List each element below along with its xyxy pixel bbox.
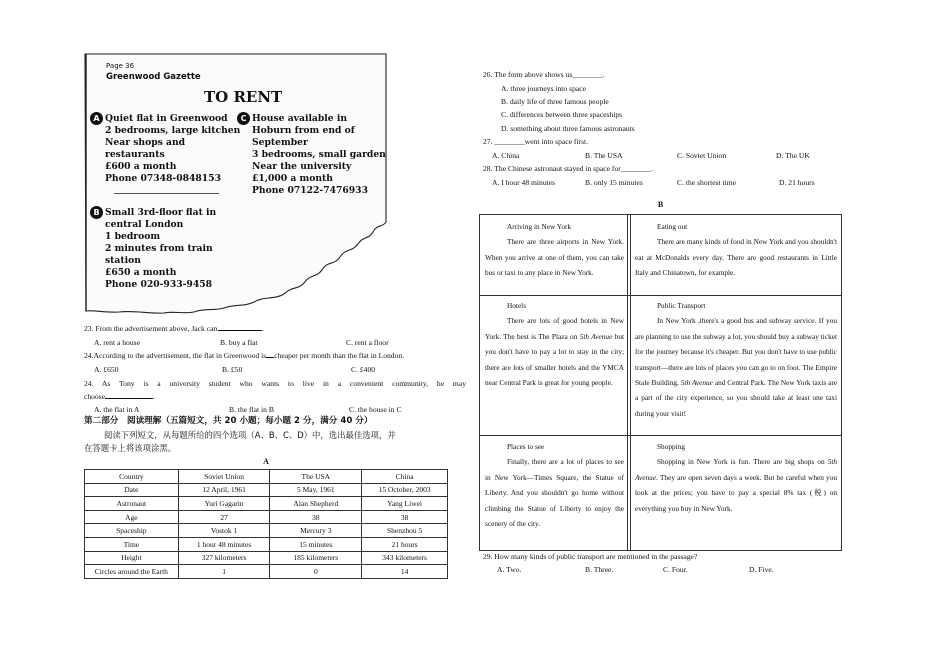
table-row	[85, 551, 448, 565]
table-cell: The USA	[270, 470, 362, 484]
listing-b-line: 1 bedroom	[105, 231, 161, 242]
question-24a-text: 24.According to the advertisement, the flat in Greenwood is	[84, 351, 267, 360]
hotels-avenue: 5th Avenue	[579, 331, 613, 341]
q24b-option-c: C. the house in C	[349, 405, 402, 414]
table-cell: Yuri Gagarin	[178, 497, 270, 511]
table-row	[85, 537, 448, 551]
eating-title: Eating out	[657, 222, 688, 231]
table-row-label: Spaceship	[85, 524, 179, 538]
grid-divider	[480, 435, 841, 436]
astronaut-table	[84, 469, 448, 579]
question-24b-text: choose	[84, 392, 106, 401]
table-cell: Shenzhou 5	[362, 524, 448, 538]
shopping-title: Shopping	[657, 442, 685, 451]
transport-title: Public Transport	[657, 301, 706, 310]
transport-text-part: and Central Park. The New York taxis are a part of the city experience, so you should take at least one taxi during your visit!	[635, 378, 838, 418]
table-cell: 15 October, 2003	[362, 483, 448, 497]
arriving-title: Arriving in New York	[507, 222, 572, 231]
question-24a	[84, 350, 404, 361]
places-section	[485, 439, 624, 531]
table-cell: 0	[270, 565, 362, 579]
transport-section	[635, 298, 837, 421]
listing-c-phone: Phone 07122-7476933	[252, 185, 368, 196]
listing-b-badge: B	[90, 206, 103, 219]
q29-option-a: A. Two.	[497, 565, 522, 574]
arriving-section	[485, 219, 624, 281]
table-row	[85, 483, 448, 497]
table-cell: 14	[362, 565, 448, 579]
table-row	[85, 510, 448, 524]
q23-option-c: C. rent a floor	[346, 338, 389, 347]
listing-a-line: 2 bedrooms, large kitchen	[105, 125, 241, 136]
table-cell: 1 hour 48 minutes	[178, 537, 270, 551]
question-24b-line1: 24. As Tony is a university student who wants to live in a convenient community, he may	[84, 379, 466, 388]
grid-divider	[630, 215, 631, 550]
places-text: Finally, there are a lot of places to see in New York—Times Square, the Statue of Liberty. And you shouldn't go home without climbing the Statue of Liberty to enjoy the scenery of the city.	[485, 457, 624, 529]
hotels-section	[485, 298, 624, 390]
listing-c-line: Hoburn from end of	[252, 125, 355, 136]
passage-b-heading: B	[657, 200, 664, 209]
transport-avenue: 5th Avenue	[680, 378, 713, 388]
table-row	[85, 524, 448, 538]
question-28: 28. The Chinese astronaut stayed in space for________.	[483, 164, 654, 173]
q29-option-d: D. Five.	[749, 565, 774, 574]
q23-option-b: B. buy a flat	[220, 338, 258, 347]
q29-option-c: C. Four.	[663, 565, 688, 574]
q28-option-b: B. only 15 minutes	[585, 178, 643, 187]
table-row-label: Date	[85, 483, 179, 497]
listing-c-line: 3 bedrooms, small garden	[252, 149, 386, 160]
shopping-text-part: Shopping in New York is fun. There are big shops on	[657, 457, 825, 467]
q24a-option-b: B. £50	[222, 365, 243, 374]
answer-blank	[218, 330, 262, 331]
q26-option-b: B. daily life of three famous people	[501, 97, 609, 106]
hotels-text-part: There are lots of good hotels in New York. The best is The Plaza on	[485, 316, 624, 341]
ad-title: TO RENT	[204, 88, 283, 106]
table-cell: 343 kilometers	[362, 551, 448, 565]
listing-c-line: September	[252, 137, 308, 148]
table-cell: Soviet Union	[178, 470, 270, 484]
question-27: 27. ________went into space first.	[483, 137, 589, 146]
table-row	[85, 565, 448, 579]
table-cell: China	[362, 470, 448, 484]
table-row	[85, 470, 448, 484]
table-row-label: Circles around the Earth	[85, 565, 179, 579]
instructions-line2: 在答题卡上将该项涂黑。	[84, 443, 177, 453]
q28-option-c: C. the shortest time	[677, 178, 737, 187]
q24b-option-b: B. the flat in B	[229, 405, 274, 414]
q29-option-b: B. Three.	[585, 565, 614, 574]
table-cell: 5 May, 1961	[270, 483, 362, 497]
q26-option-a: A. three journeys into space	[501, 84, 586, 93]
hotels-text-part: but you don't have to pay a lot to stay in the city; there are lots of smaller hotels and the YMCA near Central Park is great for young people.	[485, 331, 625, 388]
instructions-line1: 阅读下列短文，从每题所给的四个选项（A、B、C、D）中，选出最佳选项，并	[104, 430, 396, 440]
listing-a-price: £600 a month	[105, 161, 177, 172]
table-cell: 15 minutes	[270, 537, 362, 551]
question-29: 29. How many kinds of public transport are mentioned in the passage?	[483, 552, 698, 561]
transport-text	[635, 313, 837, 421]
new-york-guide-grid	[479, 214, 842, 551]
section-heading: 第二部分 阅读理解（五篇短文，共 20 小题；每小题 2 分，满分 40 分）	[84, 416, 373, 426]
listing-a-badge: A	[90, 112, 103, 125]
listing-divider	[114, 193, 219, 194]
table-cell: 12 April, 1961	[178, 483, 270, 497]
listing-c-price: £1,000 a month	[252, 173, 333, 184]
grid-divider	[480, 295, 841, 296]
arriving-text: There are three airports in New York. When you arrive at one of them, you can take bus or taxi to any place in New York.	[485, 237, 624, 278]
listing-c-line: Near the university	[252, 161, 352, 172]
table-cell: 27	[178, 510, 270, 524]
listing-a	[90, 112, 240, 185]
table-row	[85, 497, 448, 511]
q24a-option-c: C. £400	[351, 365, 376, 374]
table-cell: 21 hours	[362, 537, 448, 551]
table-row-label: Country	[85, 470, 179, 484]
listing-c	[237, 112, 386, 197]
q26-option-c: C. differences between three spaceships	[501, 110, 623, 119]
table-row-label: Astronaut	[85, 497, 179, 511]
table-cell: Yang Liwei	[362, 497, 448, 511]
table-cell: 1	[178, 565, 270, 579]
listing-b-line: station	[105, 255, 141, 266]
ad-newspaper-name: Greenwood Gazette	[106, 72, 201, 82]
listing-a-line: Quiet flat in Greenwood	[105, 113, 228, 124]
ad-page-number: Page 36	[106, 62, 135, 70]
table-cell: 38	[362, 510, 448, 524]
table-cell: 185 kilometers	[270, 551, 362, 565]
q24a-option-a: A. £650	[94, 365, 119, 374]
table-cell: Alan Shepherd	[270, 497, 362, 511]
table-row-label: Time	[85, 537, 179, 551]
question-23-text: 23. From the advertisement above, Jack can	[84, 324, 218, 333]
passage-a-heading: A	[263, 457, 269, 466]
q28-option-d: D. 21 hours	[779, 178, 815, 187]
eating-section	[635, 219, 837, 281]
listing-a-phone: Phone 07348-0848153	[105, 173, 221, 184]
q23-option-a: A. rent a house	[94, 338, 140, 347]
table-cell: 38	[270, 510, 362, 524]
shopping-text	[635, 454, 837, 516]
listing-b-price: £650 a month	[105, 267, 177, 278]
hotels-title: Hotels	[507, 301, 527, 310]
q24b-option-a: A. the flat in A	[94, 405, 140, 414]
table-cell: 327 kilometers	[178, 551, 270, 565]
question-24a-text-end: cheaper per month than the flat in London.	[274, 351, 405, 360]
listing-c-badge: C	[237, 112, 250, 125]
eating-text: There are many kinds of food in New York and you shouldn't eat at McDonalds every day. There are good restaurants in Little Italy and Chinatown, for example.	[635, 237, 837, 278]
table-cell: Mercury 3	[270, 524, 362, 538]
listing-b	[90, 206, 216, 291]
q27-option-b: B. The USA	[585, 151, 623, 160]
q28-option-a: A. I hour 48 minutes	[492, 178, 556, 187]
question-26: 26. The form above shows us________.	[483, 70, 605, 79]
shopping-text-part: They are open seven days a week. But be careful when you look at the prices; you have to pay a special 8% tax (税) on everything you buy in New York.	[635, 472, 837, 513]
listing-b-line: 2 minutes from train	[105, 243, 213, 254]
listing-b-phone: Phone 020-933-9458	[105, 279, 212, 290]
places-title: Places to see	[507, 442, 545, 451]
question-23: 23. From the advertisement above, Jack can .	[84, 324, 265, 333]
answer-blank	[105, 398, 153, 399]
transport-text-part: In New York ,there's a good bus and subway service. If you are planning to use the subway a lot, you should buy a subway ticket for the journey because it's cheaper. But you don't have to use public transport—there are lots of places you can go to on foot. The Empire Stale Building,	[635, 316, 837, 388]
listing-a-line: Near shops and	[105, 137, 186, 148]
shopping-avenue: 5th Avenue.	[635, 457, 837, 482]
answer-blank	[266, 357, 274, 358]
q27-option-c: C. Soviet Union	[677, 151, 727, 160]
listing-a-line: restaurants	[105, 149, 165, 160]
hotels-text	[485, 313, 624, 390]
rent-advertisement	[84, 52, 388, 314]
listing-b-line: Small 3rd-floor flat in	[105, 207, 217, 218]
q26-option-d: D. something about three famous astronauts	[501, 124, 635, 133]
grid-divider	[627, 215, 628, 550]
table-cell: Vostok 1	[178, 524, 270, 538]
listing-b-line: central London	[105, 219, 184, 230]
shopping-section	[635, 439, 837, 516]
q27-option-a: A. China	[492, 151, 520, 160]
q27-option-d: D. The UK	[776, 151, 810, 160]
table-row-label: Age	[85, 510, 179, 524]
question-24b-line2: choose .	[84, 392, 155, 401]
table-row-label: Height	[85, 551, 179, 565]
listing-c-line: House available in	[252, 113, 348, 124]
